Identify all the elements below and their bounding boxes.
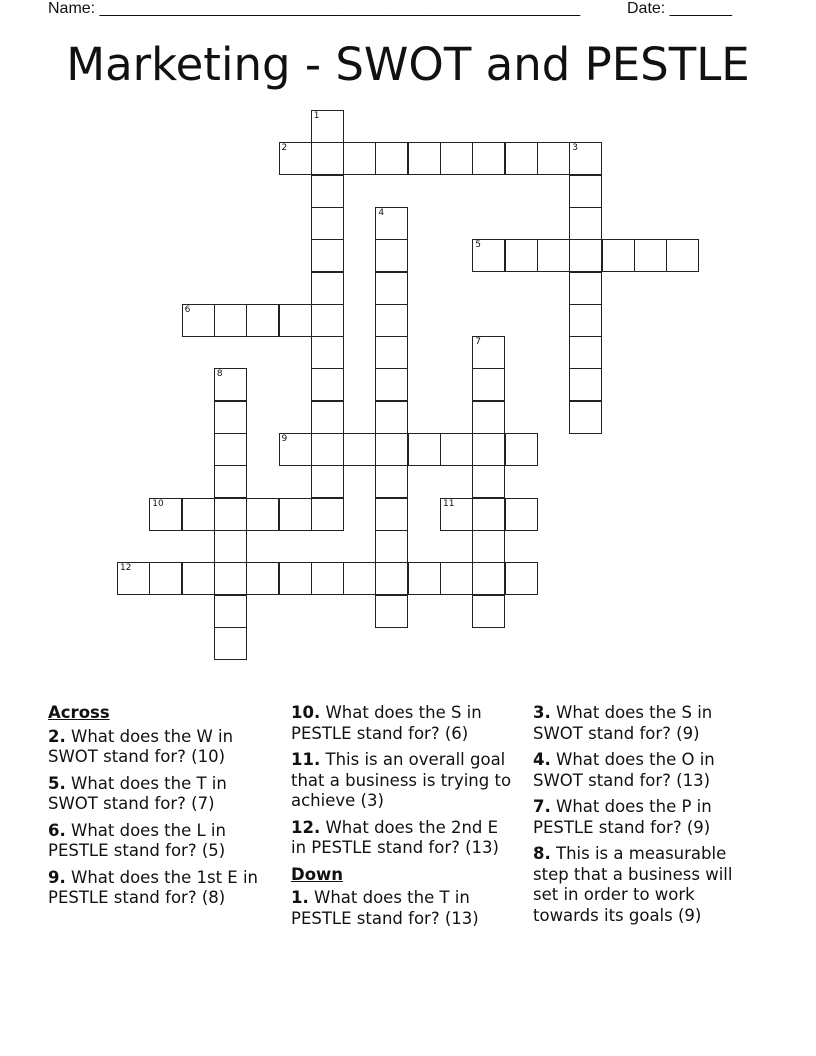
crossword-cell[interactable] — [440, 498, 473, 531]
crossword-cell[interactable] — [311, 239, 344, 272]
clue-across-12: 12. What does the 2nd E in PESTLE stand for? (13) — [291, 817, 499, 857]
crossword-cell[interactable] — [279, 304, 312, 337]
clue-column-1 — [48, 703, 268, 915]
crossword-cell[interactable] — [440, 433, 473, 466]
crossword-cell[interactable] — [311, 142, 344, 175]
clue-number-label: 2 — [281, 143, 288, 154]
crossword-cell[interactable] — [505, 239, 538, 272]
crossword-cell[interactable] — [505, 142, 538, 175]
clue-across-5: 5. What does the T in SWOT stand for? (7) — [48, 773, 227, 813]
crossword-cell[interactable] — [279, 498, 312, 531]
crossword-cell[interactable] — [472, 465, 505, 498]
clue-down-4: 4. What does the O in SWOT stand for? (13) — [533, 750, 715, 790]
crossword-cell[interactable] — [214, 465, 247, 498]
clue-number-label: 3 — [572, 143, 578, 154]
crossword-cell[interactable] — [214, 627, 247, 660]
across-heading: Across — [48, 703, 110, 722]
crossword-cell[interactable] — [408, 433, 441, 466]
crossword-cell[interactable] — [279, 142, 312, 175]
crossword-cell[interactable] — [472, 562, 505, 595]
date-field-label: Date: _______ — [627, 0, 732, 17]
crossword-cell[interactable] — [408, 562, 441, 595]
crossword-cell[interactable] — [440, 562, 473, 595]
crossword-cell[interactable] — [375, 433, 408, 466]
crossword-cell[interactable] — [375, 401, 408, 434]
crossword-cell[interactable] — [569, 142, 602, 175]
crossword-cell[interactable] — [311, 110, 344, 143]
clue-number-label: 6 — [184, 304, 191, 315]
crossword-cell[interactable] — [569, 401, 602, 434]
crossword-cell[interactable] — [472, 142, 505, 175]
clue-down-3: 3. What does the S in SWOT stand for? (9) — [533, 703, 713, 743]
crossword-cell[interactable] — [311, 368, 344, 401]
crossword-cell[interactable] — [375, 562, 408, 595]
clue-across-11: 11. This is an overall goal that a business is trying to achieve (3) — [291, 750, 512, 810]
crossword-cell[interactable] — [214, 562, 247, 595]
crossword-cell[interactable] — [569, 368, 602, 401]
crossword-cell[interactable] — [537, 142, 570, 175]
crossword-cell[interactable] — [472, 433, 505, 466]
crossword-cell[interactable] — [214, 368, 247, 401]
crossword-cell[interactable] — [214, 498, 247, 531]
clue-down-7: 7. What does the P in PESTLE stand for? (9) — [533, 797, 712, 837]
crossword-cell[interactable] — [182, 562, 215, 595]
crossword-cell[interactable] — [634, 239, 667, 272]
crossword-cell[interactable] — [311, 465, 344, 498]
crossword-cell[interactable] — [214, 304, 247, 337]
crossword-cell[interactable] — [408, 142, 441, 175]
crossword-cell[interactable] — [246, 562, 279, 595]
crossword-cell[interactable] — [569, 272, 602, 305]
clue-down-1: 1. What does the T in PESTLE stand for? (13) — [291, 888, 479, 928]
crossword-cell[interactable] — [279, 433, 312, 466]
crossword-cell[interactable] — [472, 530, 505, 563]
clue-number-label: 7 — [475, 337, 482, 348]
crossword-cell[interactable] — [311, 207, 344, 240]
down-heading: Down — [291, 864, 344, 884]
crossword-cell[interactable] — [343, 562, 376, 595]
clue-across-10: 10. What does the S in PESTLE stand for? (6) — [291, 703, 482, 743]
crossword-cell[interactable] — [375, 207, 408, 240]
crossword-cell[interactable] — [569, 175, 602, 208]
crossword-cell[interactable] — [311, 562, 344, 595]
crossword-cell[interactable] — [149, 498, 182, 531]
crossword-cell[interactable] — [311, 304, 344, 337]
crossword-cell[interactable] — [666, 239, 699, 272]
clue-across-6: 6. What does the L in PESTLE stand for? (5) — [48, 820, 226, 860]
crossword-cell[interactable] — [343, 142, 376, 175]
clue-number-label: 9 — [281, 434, 288, 444]
crossword-cell[interactable] — [505, 433, 538, 466]
crossword-cell[interactable] — [537, 239, 570, 272]
clue-across-2: 2. What does the W in SWOT stand for? (10) — [48, 726, 234, 766]
crossword-cell[interactable] — [472, 368, 505, 401]
crossword-cell[interactable] — [311, 336, 344, 369]
clue-down-8: 8. This is a measurable step that a business will set in order to work towards its goals (9) — [533, 844, 733, 925]
crossword-cell[interactable] — [375, 368, 408, 401]
clue-number-label: 4 — [378, 207, 385, 218]
name-field-label: Name: ______________________________________________________ — [48, 0, 581, 17]
clue-number-label: 11 — [443, 498, 455, 509]
crossword-cell[interactable] — [214, 401, 247, 434]
crossword-cell[interactable] — [472, 595, 505, 628]
clue-number-label: 1 — [313, 111, 320, 121]
clue-number-label: 8 — [216, 369, 223, 380]
page-title: Marketing - SWOT and PESTLE — [66, 38, 750, 91]
crossword-cell[interactable] — [569, 304, 602, 337]
crossword-cell[interactable] — [343, 433, 376, 466]
crossword-cell[interactable] — [311, 498, 344, 531]
crossword-cell[interactable] — [182, 498, 215, 531]
crossword-cell[interactable] — [440, 142, 473, 175]
crossword-cell[interactable] — [375, 530, 408, 563]
crossword-cell[interactable] — [472, 239, 505, 272]
crossword-cell[interactable] — [149, 562, 182, 595]
crossword-cell[interactable] — [375, 304, 408, 337]
crossword-cell[interactable] — [472, 401, 505, 434]
crossword-cell[interactable] — [246, 498, 279, 531]
clue-number-label: 5 — [475, 240, 482, 251]
crossword-cell[interactable] — [472, 336, 505, 369]
crossword-cell[interactable] — [472, 498, 505, 531]
clue-number-label: 10 — [152, 498, 164, 509]
crossword-cell[interactable] — [311, 401, 344, 434]
crossword-cell[interactable] — [311, 175, 344, 208]
crossword-cell[interactable] — [375, 465, 408, 498]
crossword-cell[interactable] — [569, 239, 602, 272]
crossword-cell[interactable] — [569, 336, 602, 369]
crossword-cell[interactable] — [375, 272, 408, 305]
crossword-cell[interactable] — [182, 304, 215, 337]
crossword-cell[interactable] — [214, 433, 247, 466]
crossword-cell[interactable] — [214, 530, 247, 563]
crossword-cell[interactable] — [214, 595, 247, 628]
crossword-cell[interactable] — [505, 562, 538, 595]
crossword-cell[interactable] — [375, 239, 408, 272]
clue-column-3 — [533, 703, 758, 932]
crossword-cell[interactable] — [569, 207, 602, 240]
crossword-cell[interactable] — [375, 142, 408, 175]
crossword-cell[interactable] — [602, 239, 635, 272]
crossword-cell[interactable] — [279, 562, 312, 595]
crossword-cell[interactable] — [375, 498, 408, 531]
crossword-cell[interactable] — [375, 595, 408, 628]
crossword-cell[interactable] — [246, 304, 279, 337]
crossword-cell[interactable] — [311, 433, 344, 466]
crossword-cell[interactable] — [311, 272, 344, 305]
clue-across-9: 9. What does the 1st E in PESTLE stand for? (8) — [48, 867, 259, 907]
crossword-cell[interactable] — [505, 498, 538, 531]
clue-column-2 — [291, 703, 513, 935]
crossword-cell[interactable] — [117, 562, 150, 595]
crossword-cell[interactable] — [375, 336, 408, 369]
clue-number-label: 12 — [120, 563, 132, 574]
